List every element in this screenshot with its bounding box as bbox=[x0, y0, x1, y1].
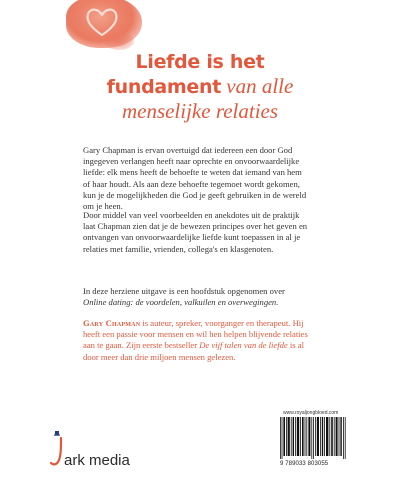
bestseller-title: De vijf talen van de liefde bbox=[199, 340, 288, 351]
headline-line-2 bbox=[46, 75, 354, 100]
p4-line: heeft een passie voor mensen en wil hen helpen blijvende relaties bbox=[83, 329, 308, 340]
barcode-number: 9 789033 803055 bbox=[280, 461, 329, 467]
p4-line3-end: is al bbox=[287, 340, 304, 351]
headline bbox=[46, 51, 354, 125]
headline-bold-2: fundament bbox=[106, 76, 222, 98]
paragraph-examples bbox=[83, 210, 333, 255]
p4-line: door meer dan drie miljoen mensen gelezen. bbox=[83, 351, 236, 362]
headline-line-1 bbox=[46, 51, 354, 75]
p4-line1-rest: is auteur, spreker, voorganger en therapeut. Hij bbox=[140, 318, 304, 328]
barcode bbox=[279, 417, 349, 459]
heart-icon bbox=[82, 4, 122, 40]
book-back-cover bbox=[46, 0, 354, 500]
p3-line-italic: Online dating: de voordelen, valkuilen en overwegingen. bbox=[83, 297, 279, 308]
p1-line: Gary Chapman is ervan overtuigd dat iedereen een door God bbox=[83, 145, 293, 155]
p2-line: Door middel van veel voorbeelden en anekdotes uit de praktijk bbox=[83, 210, 300, 220]
p1-line: om je heen. bbox=[83, 201, 123, 212]
paragraph-intro bbox=[83, 145, 333, 212]
p1-line: ingegeven verlangen heeft naar oprechte en onvoorwaardelijke bbox=[83, 156, 300, 167]
p4-line3: aan te gaan. Zijn eerste bestseller bbox=[83, 340, 200, 351]
p3-line: In deze herziene uitgave is een hoofdstuk opgenomen over bbox=[83, 286, 285, 296]
p1-line: liefde: elk mens heeft de behoefte te weten dat iemand van hem bbox=[83, 167, 302, 178]
p4-line bbox=[83, 340, 333, 351]
author-name: Gary Chapman bbox=[83, 318, 141, 328]
p2-line: relaties met familie, vrienden, collega's en klasgenoten. bbox=[83, 243, 274, 254]
publisher-website: www.royaljongbloed.com bbox=[283, 410, 339, 416]
headline-italic-3: menselijke relaties bbox=[121, 99, 279, 123]
paragraph-revised-edition bbox=[83, 286, 333, 308]
paragraph-author-bio bbox=[83, 318, 333, 363]
p4-line bbox=[83, 318, 333, 329]
p1-line: of haar houdt. Als aan deze behoefte tegemoet wordt gekomen, bbox=[83, 178, 300, 189]
p2-line: laat Chapman zien dat je de bewezen principes over het geven en bbox=[83, 221, 308, 232]
headline-line-3 bbox=[46, 100, 354, 125]
p1-line: kun je de mogelijkheden die God je geeft gebruiken in de wereld bbox=[83, 189, 307, 200]
headline-italic-2: van alle bbox=[221, 74, 294, 98]
p2-line: ontvangen van onvoorwaardelijke liefde kunt toepassen in al je bbox=[83, 232, 301, 243]
publisher-name: ark media bbox=[64, 452, 130, 469]
headline-bold-1: Liefde is het bbox=[135, 51, 265, 73]
